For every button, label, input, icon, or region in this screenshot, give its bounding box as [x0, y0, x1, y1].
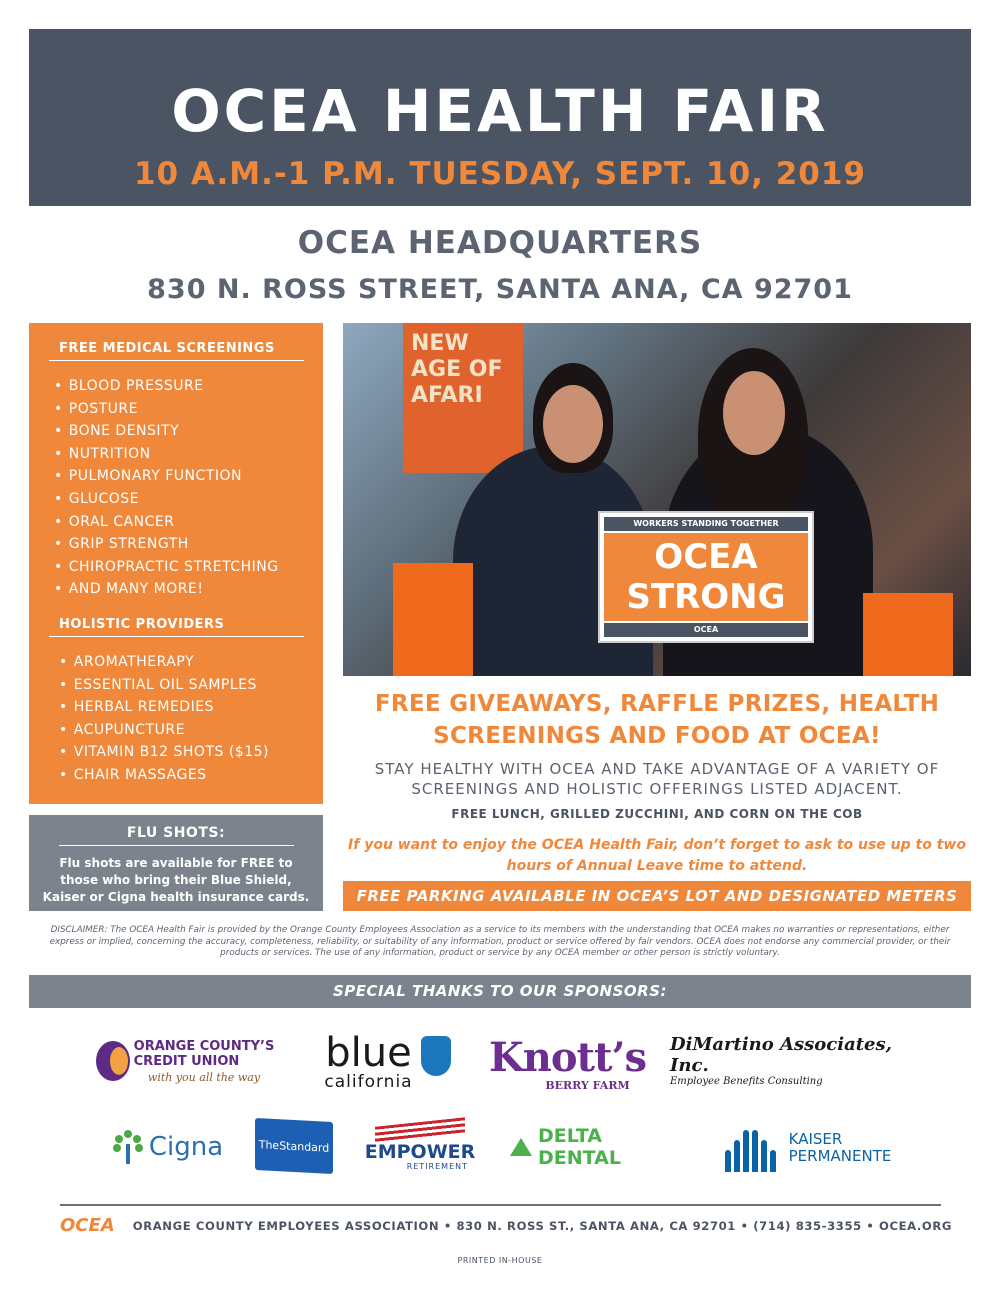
occu-mark-icon: [96, 1041, 130, 1081]
flag-icon: [375, 1117, 465, 1142]
bullet-icon: •: [59, 744, 68, 761]
bullet-icon: •: [54, 468, 63, 485]
list-item: • AROMATHERAPY: [54, 651, 305, 674]
shield-icon: [421, 1036, 451, 1076]
footer-contact: ORANGE COUNTY EMPLOYEES ASSOCIATION • 830 N. ROSS ST., SANTA ANA, CA 92701 • (714) 835-3355 • OCEA.ORG: [132, 1218, 953, 1233]
list-item: • GRIP STRENGTH: [54, 533, 305, 556]
list-item: • ORAL CANCER: [54, 511, 305, 534]
footer-divider: [60, 1204, 941, 1206]
orange-bag-left: [393, 563, 473, 676]
parking-banner: FREE PARKING AVAILABLE IN OCEA’S LOT AND DESIGNATED METERS: [343, 881, 971, 911]
list-item: • ACUPUNCTURE: [54, 719, 305, 742]
sign-bottom-band: OCEA: [604, 623, 808, 637]
event-date: 10 A.M.-1 P.M. TUESDAY, SEPT. 10, 2019: [133, 156, 867, 192]
face-left: [543, 385, 603, 463]
disclaimer: DISCLAIMER: The OCEA Health Fair is provided by the Orange County Employees Association as a service to its members with the understanding that OCEA makes no warranties or representations, either express or implied, concerning the accuracy, completeness, reliability, or suitability of any information, product or service offered by fair vendors. OCEA does not endorse any commercial provider, or their products or services. The use of any information, product or service by any OCEA member or other person is strictly voluntary.: [49, 925, 951, 958]
screenings-panel: [29, 323, 323, 804]
venue-block: [0, 222, 1000, 310]
bullet-icon: •: [54, 581, 63, 598]
bullet-icon: •: [54, 378, 63, 394]
list-item: • GLUCOSE: [54, 488, 305, 511]
flu-text: Flu shots are available for FREE to those who bring their Blue Shield, Kaiser or Cigna health insurance cards.: [42, 856, 310, 904]
the-standard-logo: TheStandard: [255, 1118, 333, 1174]
venue-address: 830 N. ROSS STREET, SANTA ANA, CA 92701: [147, 274, 853, 305]
delta-dental-logo: DELTA DENTAL: [510, 1130, 690, 1164]
blue-shield-logo: blue california: [310, 1030, 465, 1095]
sign-top-band: WORKERS STANDING TOGETHER: [604, 517, 808, 531]
list-item: • POSTURE: [54, 398, 305, 421]
annual-leave-text: If you want to enjoy the OCEA Health Fair, don’t forget to ask to use up to two hours of Annual Leave time to attend.: [348, 837, 966, 874]
list-item: • PULMONARY FUNCTION: [54, 465, 305, 488]
delta-triangle-icon: [510, 1138, 532, 1156]
list-item: • NUTRITION: [54, 443, 305, 466]
lunch-text: FREE LUNCH, GRILLED ZUCCHINI, AND CORN ON THE COB: [451, 807, 863, 821]
knotts-logo: Knott’s BERRY FARM: [489, 1033, 646, 1092]
giveaways-headline: FREE GIVEAWAYS, RAFFLE PRIZES, HEALTH SCREENINGS AND FOOD AT OCEA!: [374, 691, 940, 749]
ocea-strong-sign: [598, 511, 814, 643]
event-photo: [343, 323, 971, 676]
venue-name: OCEA HEADQUARTERS: [297, 225, 703, 261]
holistic-heading: HOLISTIC PROVIDERS: [49, 617, 304, 637]
orange-bag-right: [863, 593, 953, 676]
bullet-icon: •: [59, 676, 68, 693]
list-item: • CHAIR MASSAGES: [54, 764, 305, 787]
list-item: • ESSENTIAL OIL SAMPLES: [54, 674, 305, 697]
bullet-icon: •: [54, 513, 63, 530]
sponsors-heading: SPECIAL THANKS TO OUR SPONSORS:: [29, 975, 971, 1008]
header-banner: [29, 29, 971, 206]
empower-logo: EMPOWER RETIREMENT: [360, 1115, 480, 1177]
page-title: OCEA HEALTH FAIR: [171, 77, 829, 145]
kaiser-figures-icon: [723, 1124, 779, 1172]
dimartino-logo: DiMartino Associates, Inc. Employee Benefits Consulting: [670, 1033, 892, 1087]
medical-list: [49, 361, 305, 601]
kaiser-logo: KAISER PERMANENTE: [712, 1120, 902, 1176]
list-item: • AND MANY MORE!: [54, 578, 305, 601]
bullet-icon: •: [54, 400, 63, 417]
bullet-icon: •: [54, 536, 63, 553]
bullet-icon: •: [59, 721, 68, 738]
bullet-icon: •: [59, 653, 68, 670]
occu-logo: ORANGE COUNTY’S CREDIT UNION with you all the way: [85, 1030, 285, 1092]
bullet-icon: •: [54, 423, 63, 440]
bullet-icon: •: [59, 766, 68, 783]
list-item: • HERBAL REMEDIES: [54, 696, 305, 719]
bullet-icon: •: [54, 445, 63, 462]
cigna-logo: Cigna: [108, 1122, 228, 1172]
sign-main: OCEA STRONG: [604, 533, 808, 621]
tree-icon: [113, 1130, 143, 1164]
holistic-list: [49, 637, 305, 787]
footer: [60, 1215, 953, 1236]
list-item: • CHIROPRACTIC STRETCHING: [54, 556, 305, 579]
bullet-icon: •: [54, 558, 63, 575]
flu-heading: FLU SHOTS:: [59, 825, 294, 846]
list-item: • BLOOD PRESSURE: [54, 375, 305, 398]
bullet-icon: •: [54, 490, 63, 507]
face-right: [723, 371, 785, 455]
medical-heading: FREE MEDICAL SCREENINGS: [49, 341, 304, 361]
ocea-logo: OCEA: [60, 1215, 115, 1236]
stay-healthy-text: STAY HEALTHY WITH OCEA AND TAKE ADVANTAGE OF A VARIETY OF SCREENINGS AND HOLISTIC OFFERINGS LISTED ADJACENT.: [374, 760, 940, 798]
printed-note: PRINTED IN-HOUSE: [457, 1256, 543, 1265]
background-banner: NEW AGE OF AFARI: [403, 323, 523, 473]
list-item: • BONE DENSITY: [54, 420, 305, 443]
list-item: • VITAMIN B12 SHOTS ($15): [54, 741, 305, 764]
flu-shots-panel: [29, 815, 323, 911]
bullet-icon: •: [59, 699, 68, 716]
